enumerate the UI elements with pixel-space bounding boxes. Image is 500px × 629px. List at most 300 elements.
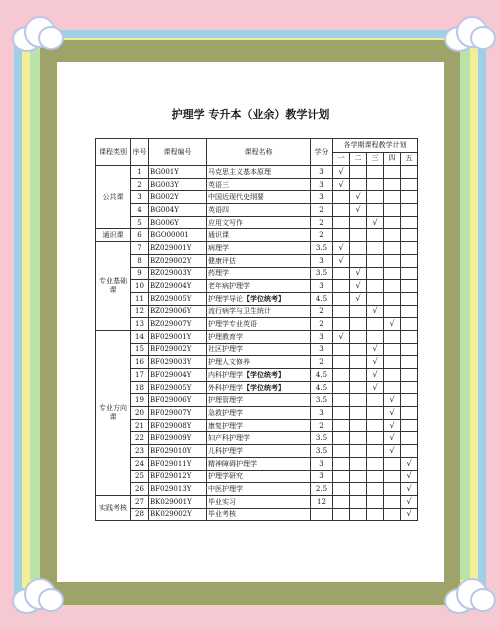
term-5-cell: √ — [401, 470, 418, 483]
course-code-cell: BF029006Y — [149, 394, 207, 407]
course-name-cell — [207, 407, 311, 420]
table-row — [96, 419, 418, 432]
course-name-cell — [207, 356, 311, 369]
term-4-cell — [384, 178, 401, 191]
term-5-cell — [401, 305, 418, 318]
table-row — [96, 394, 418, 407]
row-no-cell: 1 — [131, 166, 149, 179]
row-no-cell: 9 — [131, 267, 149, 280]
course-name-cell — [207, 318, 311, 331]
header-credit: 学分 — [311, 139, 333, 166]
credit-cell: 2.5 — [311, 483, 333, 496]
term-2-cell — [350, 445, 367, 458]
term-5-cell — [401, 229, 418, 242]
table-row — [96, 457, 418, 470]
term-4-cell — [384, 229, 401, 242]
term-1-cell — [333, 191, 350, 204]
term-5-cell — [401, 216, 418, 229]
course-name-cell — [207, 305, 311, 318]
header-no: 序号 — [131, 139, 149, 166]
term-2-cell — [350, 495, 367, 508]
term-3-cell — [367, 394, 384, 407]
table-header-row — [96, 139, 418, 153]
term-4-cell: √ — [384, 394, 401, 407]
degree-exam-tag: 【学位统考】 — [243, 369, 285, 379]
term-5-cell: √ — [401, 483, 418, 496]
term-5-cell — [401, 254, 418, 267]
term-2-cell — [350, 166, 367, 179]
term-1-cell — [333, 470, 350, 483]
term-3-cell — [367, 508, 384, 521]
term-3-cell — [367, 432, 384, 445]
header-terms-group: 各学期课程教学计划 — [333, 139, 418, 153]
term-3-cell — [367, 330, 384, 343]
header-term-5: 五 — [401, 152, 418, 166]
course-name-cell — [207, 445, 311, 458]
credit-cell: 3 — [311, 457, 333, 470]
credit-cell — [311, 508, 333, 521]
term-5-cell — [401, 292, 418, 305]
term-3-cell — [367, 229, 384, 242]
term-1-cell — [333, 280, 350, 293]
credit-cell: 3 — [311, 166, 333, 179]
cloud-bottom-left-icon — [8, 574, 64, 614]
row-no-cell: 14 — [131, 330, 149, 343]
header-term-4: 四 — [384, 152, 401, 166]
row-no-cell: 21 — [131, 419, 149, 432]
category-cell: 专业基础课 — [96, 242, 131, 331]
course-name-cell — [207, 343, 311, 356]
term-1-cell — [333, 483, 350, 496]
credit-cell: 2 — [311, 229, 333, 242]
credit-cell: 3 — [311, 407, 333, 420]
row-no-cell: 16 — [131, 356, 149, 369]
term-3-cell — [367, 318, 384, 331]
table-row — [96, 267, 418, 280]
course-code-cell: BF029005Y — [149, 381, 207, 394]
course-name-cell — [207, 508, 311, 521]
credit-cell: 3.5 — [311, 267, 333, 280]
term-2-cell — [350, 470, 367, 483]
course-code-cell: BK029001Y — [149, 495, 207, 508]
term-3-cell: √ — [367, 356, 384, 369]
course-name-cell — [207, 483, 311, 496]
term-3-cell: √ — [367, 216, 384, 229]
course-code-cell: BF029007Y — [149, 407, 207, 420]
term-1-cell — [333, 407, 350, 420]
table-row — [96, 178, 418, 191]
table-row — [96, 242, 418, 255]
credit-cell: 12 — [311, 495, 333, 508]
course-code-cell: BG002Y — [149, 191, 207, 204]
course-code-cell: BZ029005Y — [149, 292, 207, 305]
course-code-cell: BF029003Y — [149, 356, 207, 369]
course-name: 护理管理学 — [208, 396, 243, 405]
course-name: 健康评估 — [208, 256, 236, 265]
term-4-cell — [384, 166, 401, 179]
term-3-cell — [367, 166, 384, 179]
row-no-cell: 18 — [131, 381, 149, 394]
credit-cell: 3.5 — [311, 432, 333, 445]
term-2-cell: √ — [350, 292, 367, 305]
term-3-cell — [367, 470, 384, 483]
credit-cell: 3 — [311, 330, 333, 343]
term-2-cell — [350, 229, 367, 242]
degree-exam-tag: 【学位统考】 — [243, 382, 285, 392]
row-no-cell: 28 — [131, 508, 149, 521]
table-row — [96, 292, 418, 305]
course-name: 英语三 — [208, 180, 229, 189]
term-5-cell — [401, 330, 418, 343]
course-code-cell: BF029009Y — [149, 432, 207, 445]
credit-cell: 3.5 — [311, 242, 333, 255]
course-code-cell: BF029012Y — [149, 470, 207, 483]
course-name: 精神障碍护理学 — [208, 459, 257, 468]
row-no-cell: 27 — [131, 495, 149, 508]
course-name-cell — [207, 229, 311, 242]
term-3-cell — [367, 204, 384, 217]
course-name-cell — [207, 178, 311, 191]
row-no-cell: 3 — [131, 191, 149, 204]
course-name: 妇产科护理学 — [208, 434, 250, 443]
term-3-cell: √ — [367, 343, 384, 356]
table-body — [96, 166, 418, 521]
course-name-cell — [207, 254, 311, 267]
document-title: 护理学 专升本（业余）教学计划 — [171, 108, 330, 121]
term-1-cell — [333, 381, 350, 394]
course-name-cell — [207, 432, 311, 445]
table-row — [96, 369, 418, 382]
credit-cell: 2 — [311, 318, 333, 331]
credit-cell: 4.5 — [311, 369, 333, 382]
term-5-cell — [401, 432, 418, 445]
degree-exam-tag: 【学位统考】 — [243, 293, 285, 303]
term-2-cell — [350, 330, 367, 343]
term-3-cell — [367, 419, 384, 432]
table-row — [96, 470, 418, 483]
credit-cell: 3 — [311, 254, 333, 267]
term-1-cell — [333, 457, 350, 470]
term-1-cell — [333, 292, 350, 305]
table-row — [96, 343, 418, 356]
term-5-cell: √ — [401, 508, 418, 521]
term-1-cell — [333, 394, 350, 407]
term-3-cell — [367, 407, 384, 420]
course-name-cell — [207, 191, 311, 204]
term-2-cell: √ — [350, 191, 367, 204]
term-2-cell — [350, 356, 367, 369]
credit-cell: 2 — [311, 305, 333, 318]
header-term-3: 三 — [367, 152, 384, 166]
term-5-cell — [401, 394, 418, 407]
term-3-cell — [367, 242, 384, 255]
term-5-cell — [401, 191, 418, 204]
term-2-cell: √ — [350, 204, 367, 217]
row-no-cell: 25 — [131, 470, 149, 483]
term-5-cell — [401, 369, 418, 382]
term-3-cell — [367, 280, 384, 293]
term-2-cell — [350, 318, 367, 331]
table-row — [96, 204, 418, 217]
table-row — [96, 191, 418, 204]
term-3-cell — [367, 292, 384, 305]
credit-cell: 2 — [311, 204, 333, 217]
term-5-cell — [401, 204, 418, 217]
course-name: 护理学导论 — [208, 294, 243, 303]
course-code-cell: BZ029006Y — [149, 305, 207, 318]
credit-cell: 3 — [311, 280, 333, 293]
course-name: 英语四 — [208, 205, 229, 214]
term-2-cell — [350, 407, 367, 420]
course-code-cell: BG001Y — [149, 166, 207, 179]
course-name: 急救护理学 — [208, 408, 243, 417]
course-code-cell: BGO00001 — [149, 229, 207, 242]
course-name: 护理学研究 — [208, 472, 243, 481]
term-5-cell — [401, 343, 418, 356]
row-no-cell: 24 — [131, 457, 149, 470]
term-4-cell — [384, 381, 401, 394]
term-4-cell: √ — [384, 407, 401, 420]
credit-cell: 4.5 — [311, 381, 333, 394]
course-code-cell: BG004Y — [149, 204, 207, 217]
course-code-cell: BZ029001Y — [149, 242, 207, 255]
term-2-cell — [350, 178, 367, 191]
term-1-cell — [333, 356, 350, 369]
term-1-cell: √ — [333, 330, 350, 343]
course-name-cell — [207, 267, 311, 280]
row-no-cell: 5 — [131, 216, 149, 229]
course-code-cell: BF029008Y — [149, 419, 207, 432]
table-row — [96, 254, 418, 267]
category-cell: 通识课 — [96, 229, 131, 242]
table-row — [96, 445, 418, 458]
term-1-cell — [333, 508, 350, 521]
row-no-cell: 26 — [131, 483, 149, 496]
term-2-cell — [350, 381, 367, 394]
term-4-cell — [384, 242, 401, 255]
course-name: 病理学 — [208, 243, 229, 252]
term-2-cell — [350, 432, 367, 445]
credit-cell: 3.5 — [311, 394, 333, 407]
term-4-cell — [384, 508, 401, 521]
term-1-cell: √ — [333, 242, 350, 255]
course-name-cell — [207, 457, 311, 470]
term-4-cell — [384, 356, 401, 369]
header-term-1: 一 — [333, 152, 350, 166]
term-1-cell — [333, 369, 350, 382]
course-code-cell: BZ029002Y — [149, 254, 207, 267]
course-name-cell — [207, 495, 311, 508]
course-code-cell: BG006Y — [149, 216, 207, 229]
term-1-cell — [333, 305, 350, 318]
term-4-cell — [384, 267, 401, 280]
course-code-cell: BZ029003Y — [149, 267, 207, 280]
row-no-cell: 8 — [131, 254, 149, 267]
table-row — [96, 166, 418, 179]
credit-cell: 3 — [311, 470, 333, 483]
term-3-cell: √ — [367, 305, 384, 318]
course-code-cell: BF029001Y — [149, 330, 207, 343]
term-4-cell: √ — [384, 419, 401, 432]
course-code-cell: BF029011Y — [149, 457, 207, 470]
course-name: 儿科护理学 — [208, 446, 243, 455]
course-code-cell: BF029004Y — [149, 369, 207, 382]
header-name: 课程名称 — [207, 139, 311, 166]
course-name-cell — [207, 394, 311, 407]
term-3-cell: √ — [367, 381, 384, 394]
term-4-cell — [384, 254, 401, 267]
term-4-cell: √ — [384, 318, 401, 331]
term-5-cell — [401, 419, 418, 432]
row-no-cell: 10 — [131, 280, 149, 293]
term-1-cell — [333, 204, 350, 217]
term-3-cell — [367, 191, 384, 204]
term-2-cell — [350, 419, 367, 432]
term-1-cell — [333, 216, 350, 229]
term-2-cell — [350, 483, 367, 496]
term-4-cell — [384, 305, 401, 318]
term-4-cell — [384, 483, 401, 496]
credit-cell: 3 — [311, 178, 333, 191]
course-code-cell: BG003Y — [149, 178, 207, 191]
term-2-cell: √ — [350, 280, 367, 293]
table-row — [96, 508, 418, 521]
header-term-2: 二 — [350, 152, 367, 166]
term-1-cell — [333, 343, 350, 356]
course-name: 药理学 — [208, 269, 229, 278]
term-5-cell — [401, 267, 418, 280]
course-name-cell — [207, 330, 311, 343]
term-5-cell — [401, 381, 418, 394]
row-no-cell: 19 — [131, 394, 149, 407]
table-row — [96, 216, 418, 229]
course-name: 内科护理学 — [208, 370, 243, 379]
course-name-cell — [207, 242, 311, 255]
course-name-cell — [207, 166, 311, 179]
course-name: 通识课 — [208, 231, 229, 240]
table-row — [96, 432, 418, 445]
term-3-cell — [367, 483, 384, 496]
term-4-cell — [384, 330, 401, 343]
term-2-cell: √ — [350, 267, 367, 280]
table-row — [96, 330, 418, 343]
course-name-cell — [207, 292, 311, 305]
table-row — [96, 495, 418, 508]
term-3-cell — [367, 267, 384, 280]
term-4-cell — [384, 470, 401, 483]
table-row — [96, 305, 418, 318]
category-cell: 公共课 — [96, 166, 131, 229]
course-code-cell: BF029002Y — [149, 343, 207, 356]
term-2-cell — [350, 369, 367, 382]
term-1-cell — [333, 445, 350, 458]
term-5-cell — [401, 318, 418, 331]
term-2-cell — [350, 508, 367, 521]
term-1-cell: √ — [333, 166, 350, 179]
cloud-top-right-icon — [440, 12, 496, 52]
cloud-bottom-right-icon — [440, 574, 496, 614]
term-1-cell — [333, 419, 350, 432]
table-row — [96, 356, 418, 369]
row-no-cell: 7 — [131, 242, 149, 255]
category-cell: 实践考核 — [96, 495, 131, 520]
course-code-cell: BZ029004Y — [149, 280, 207, 293]
term-5-cell: √ — [401, 457, 418, 470]
term-4-cell — [384, 204, 401, 217]
term-4-cell — [384, 216, 401, 229]
course-name: 应用文写作 — [208, 218, 243, 227]
table-row — [96, 229, 418, 242]
row-no-cell: 23 — [131, 445, 149, 458]
term-1-cell — [333, 318, 350, 331]
course-name: 社区护理学 — [208, 345, 243, 354]
term-3-cell: √ — [367, 369, 384, 382]
term-2-cell — [350, 343, 367, 356]
table-row — [96, 483, 418, 496]
cloud-top-left-icon — [8, 12, 64, 52]
term-3-cell — [367, 457, 384, 470]
term-5-cell — [401, 280, 418, 293]
row-no-cell: 13 — [131, 318, 149, 331]
term-2-cell — [350, 394, 367, 407]
course-name: 护理教育学 — [208, 332, 243, 341]
term-4-cell — [384, 343, 401, 356]
term-1-cell: √ — [333, 254, 350, 267]
category-cell: 专业方向课 — [96, 330, 131, 495]
table-row — [96, 407, 418, 420]
row-no-cell: 6 — [131, 229, 149, 242]
course-name-cell — [207, 369, 311, 382]
term-4-cell: √ — [384, 432, 401, 445]
course-name: 马克思主义基本原理 — [208, 167, 271, 176]
table-row — [96, 280, 418, 293]
course-name: 外科护理学 — [208, 383, 243, 392]
term-3-cell — [367, 445, 384, 458]
term-5-cell — [401, 166, 418, 179]
course-code-cell: BF029013Y — [149, 483, 207, 496]
row-no-cell: 17 — [131, 369, 149, 382]
course-name: 流行病学与卫生统计 — [208, 307, 271, 316]
term-3-cell — [367, 495, 384, 508]
course-name-cell — [207, 216, 311, 229]
course-code-cell: BK029002Y — [149, 508, 207, 521]
course-name: 毕业实习 — [208, 497, 236, 506]
course-name-cell — [207, 381, 311, 394]
term-1-cell — [333, 495, 350, 508]
course-name: 中医护理学 — [208, 485, 243, 494]
term-2-cell — [350, 254, 367, 267]
term-2-cell — [350, 216, 367, 229]
course-code-cell: BF029010Y — [149, 445, 207, 458]
term-1-cell: √ — [333, 178, 350, 191]
row-no-cell: 4 — [131, 204, 149, 217]
credit-cell: 3.5 — [311, 445, 333, 458]
term-5-cell — [401, 407, 418, 420]
course-name-cell — [207, 419, 311, 432]
course-code-cell: BZ029007Y — [149, 318, 207, 331]
term-1-cell — [333, 229, 350, 242]
course-name: 毕业考核 — [208, 510, 236, 519]
header-code: 课程编号 — [149, 139, 207, 166]
term-4-cell — [384, 191, 401, 204]
course-name: 护理学专业英语 — [208, 320, 257, 329]
term-5-cell — [401, 178, 418, 191]
row-no-cell: 11 — [131, 292, 149, 305]
credit-cell: 2 — [311, 216, 333, 229]
credit-cell: 3 — [311, 343, 333, 356]
term-4-cell — [384, 292, 401, 305]
term-3-cell — [367, 178, 384, 191]
